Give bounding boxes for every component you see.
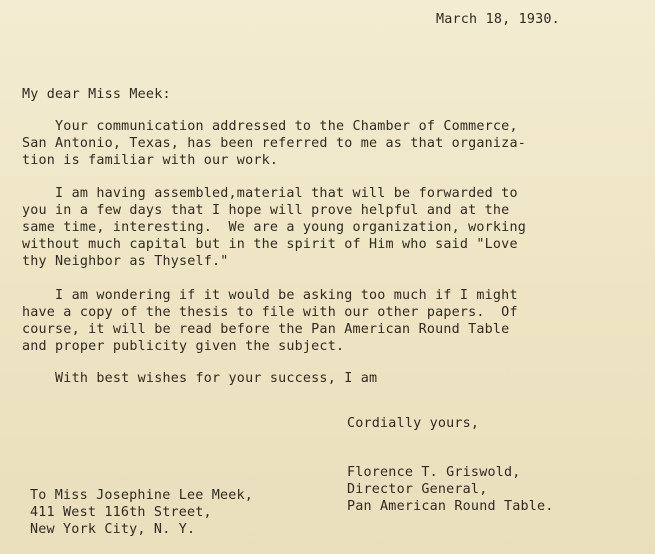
closing: Cordially yours, (347, 416, 480, 431)
paragraph-line: With best wishes for your success, I am (22, 371, 378, 386)
signature-name: Florence T. Griswold, (347, 465, 521, 480)
signature-title: Director General, (347, 482, 488, 497)
paragraph-line: I am having assembled,material that will be forwarded to (22, 186, 518, 201)
paragraph-line: Your communication addressed to the Chamber of Commerce, (22, 119, 518, 134)
paragraph-line: and proper publicity given the subject. (22, 339, 345, 354)
recipient-name: To Miss Josephine Lee Meek, (30, 488, 254, 503)
paragraph-line: have a copy of the thesis to file with our other papers. Of (22, 305, 518, 320)
paragraph-line: you in a few days that I hope will prove helpful and at the (22, 203, 510, 218)
paragraph-line: thy Neighbor as Thyself." (22, 254, 229, 269)
paragraph-line: tion is familiar with our work. (22, 153, 279, 168)
recipient-city: New York City, N. Y. (30, 522, 196, 537)
paragraph-line: I am wondering if it would be asking too much if I might (22, 288, 518, 303)
paragraph-line: without much capital but in the spirit of Him who said "Love (22, 237, 518, 252)
recipient-street: 411 West 116th Street, (30, 505, 212, 520)
signature-organization: Pan American Round Table. (347, 499, 554, 514)
paragraph-line: course, it will be read before the Pan American Round Table (22, 322, 510, 337)
salutation: My dear Miss Meek: (22, 87, 171, 102)
paragraph-line: San Antonio, Texas, has been referred to me as that organiza- (22, 136, 526, 151)
letter-date: March 18, 1930. (436, 12, 560, 27)
paragraph-line: same time, interesting. We are a young organization, working (22, 220, 526, 235)
